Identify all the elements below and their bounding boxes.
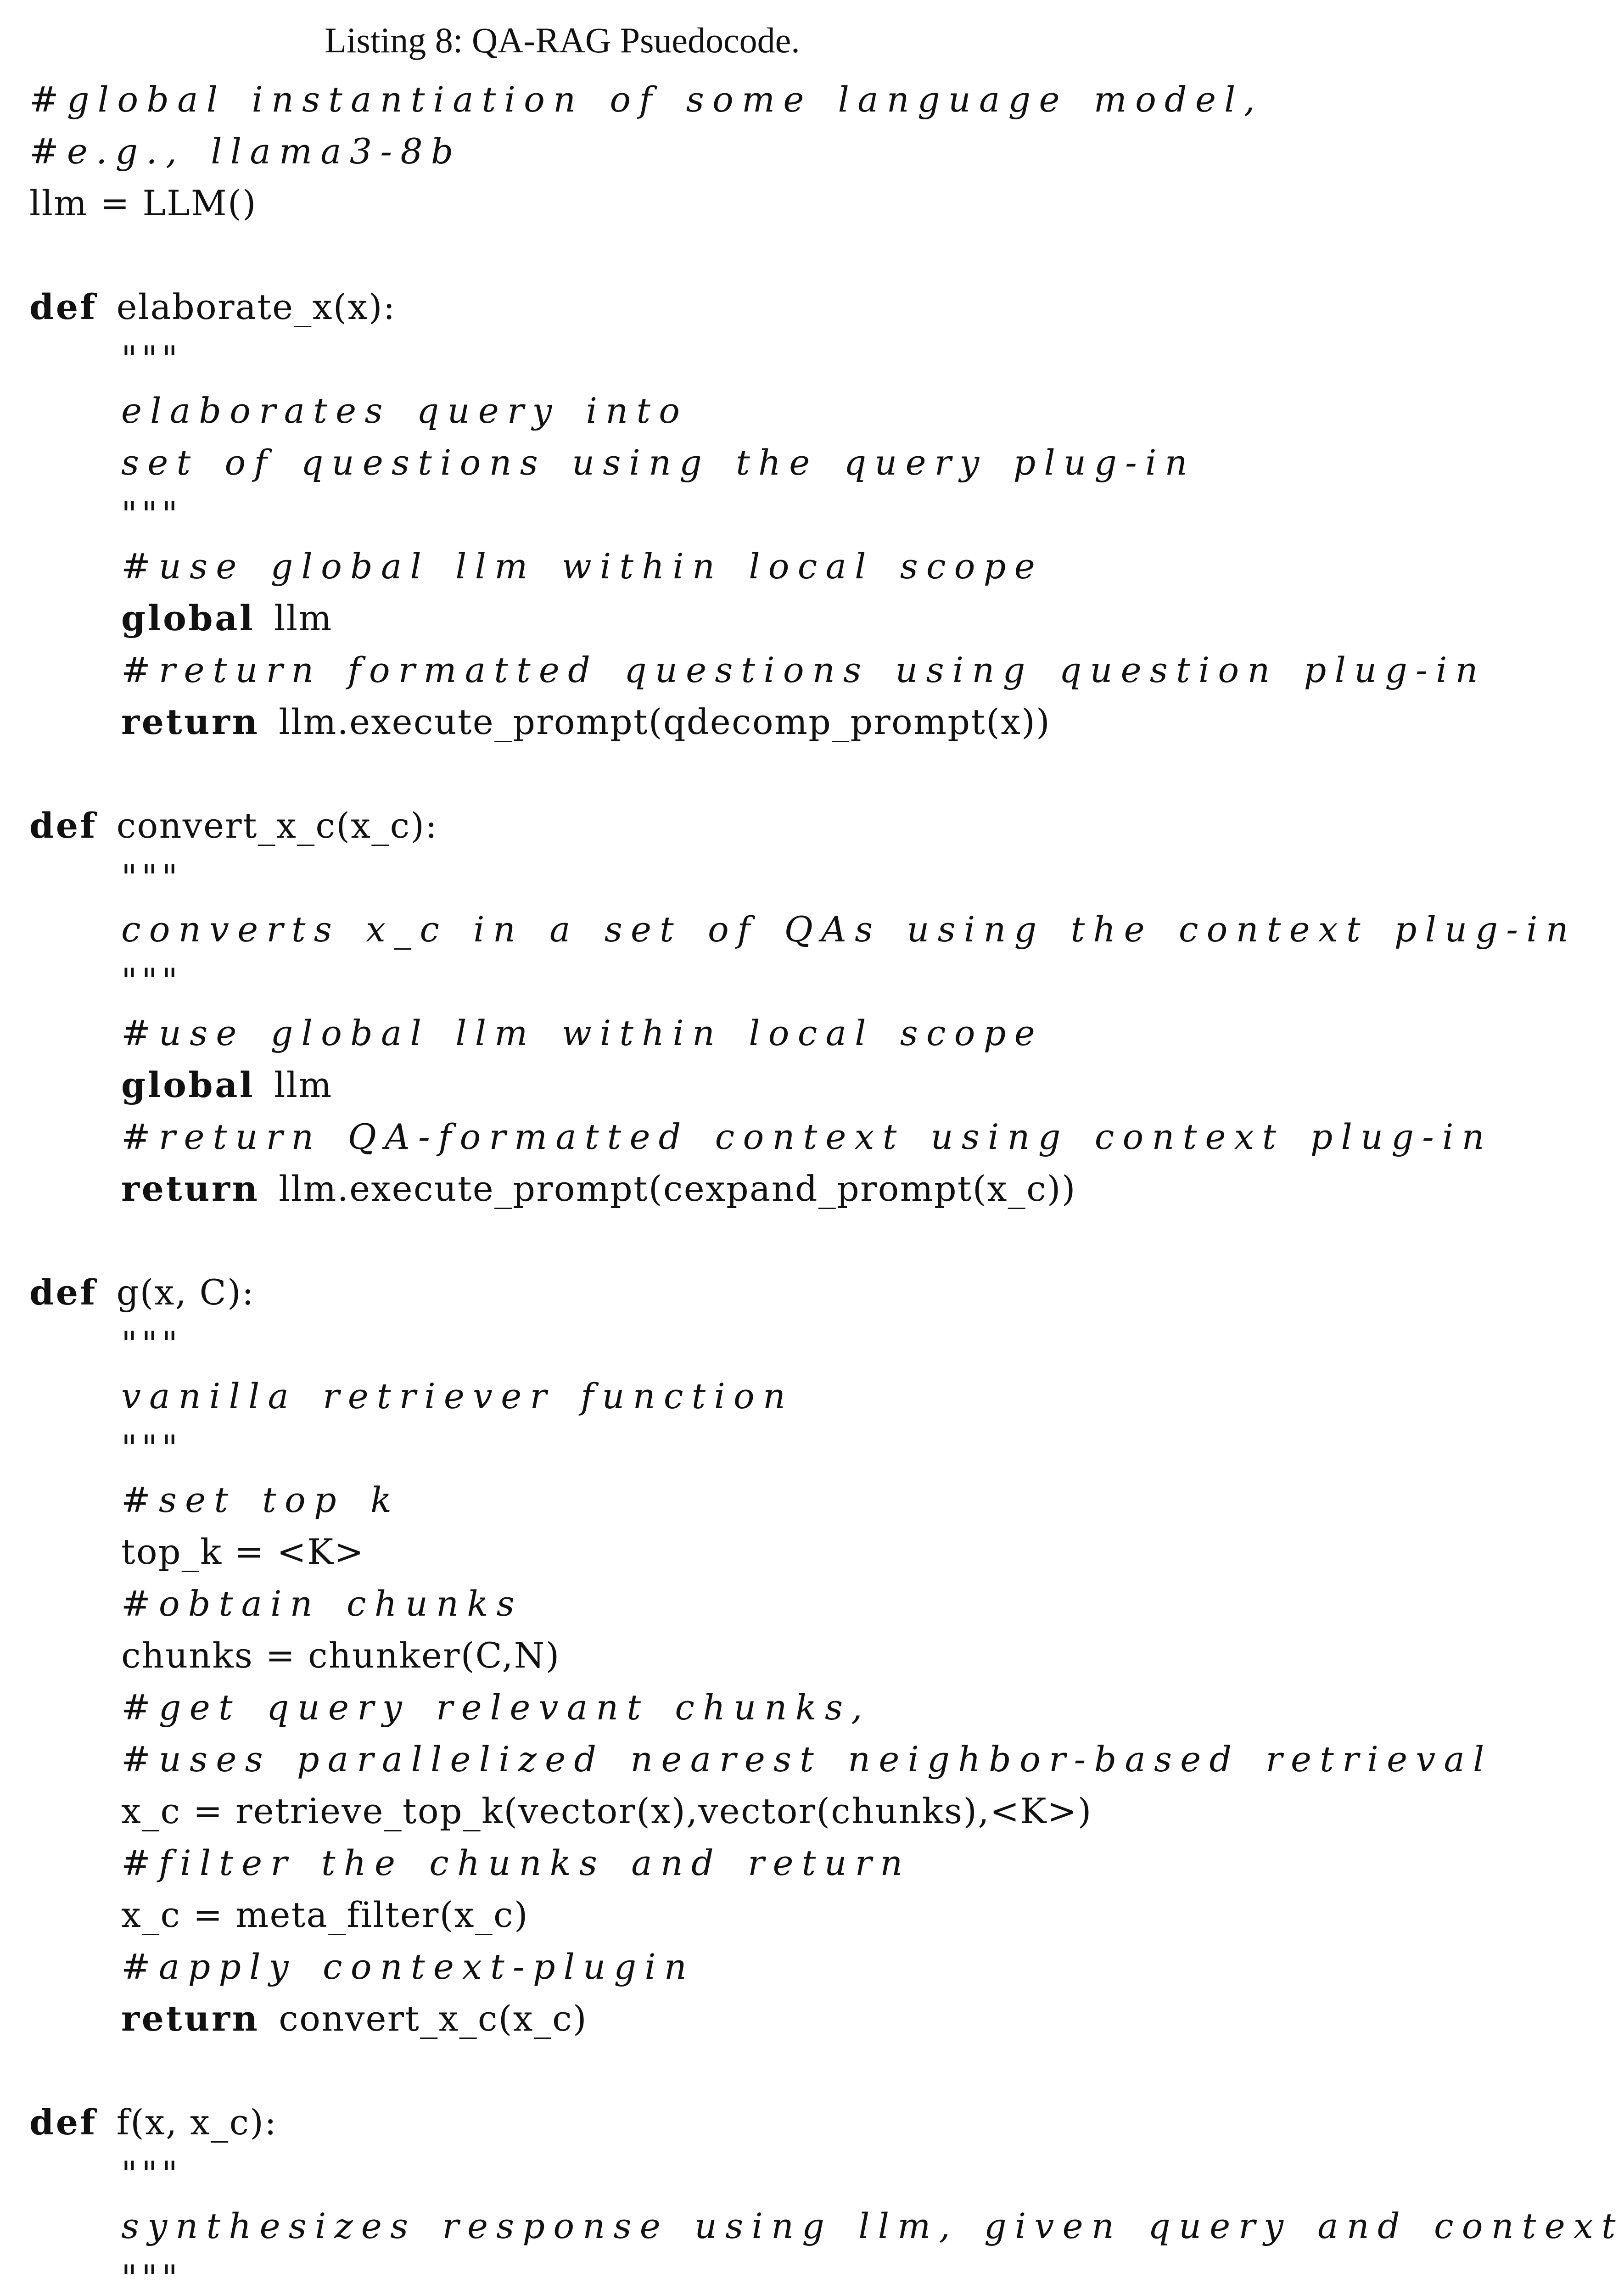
docstring-quote: """ [121, 1324, 182, 1365]
docstring-quote: """ [121, 857, 182, 898]
comment-text: #use global llm within local scope [121, 546, 1043, 587]
code-text: llm [274, 1064, 333, 1105]
docstring-quote: """ [121, 1427, 182, 1468]
code-line [29, 1422, 1383, 1474]
comment-text: #obtain chunks [121, 1583, 523, 1624]
blank-line [29, 748, 1383, 800]
code-text: llm.execute_prompt(qdecomp_prompt(x)) [279, 701, 1051, 742]
code-text: x_c = retrieve_top_k(vector(x),vector(chunks),<K>) [121, 1791, 1092, 1831]
code-text: top_k = <K> [121, 1531, 365, 1572]
code-line [29, 1993, 1383, 2044]
comment-text: #use global llm within local scope [121, 1013, 1043, 1053]
code-text: g(x, C): [116, 1272, 255, 1313]
comment-text: #get query relevant chunks, [121, 1687, 871, 1728]
keyword-global: global [121, 598, 255, 638]
docstring-quote: """ [121, 494, 182, 535]
code-line [29, 281, 1383, 333]
code-line [29, 488, 1383, 540]
code-text: convert_x_c(x_c): [116, 805, 438, 846]
code-line [29, 2200, 1624, 2252]
code-line [29, 1007, 1383, 1059]
comment-text: vanilla retriever function [121, 1376, 794, 1416]
blank-line [29, 1215, 1383, 1266]
comment-text: #filter the chunks and return [121, 1842, 911, 1883]
code-line [29, 1837, 1383, 1889]
code-line [29, 2252, 1383, 2295]
keyword-def: def [29, 286, 97, 327]
code-line [29, 1059, 1383, 1111]
code-line [29, 2096, 1383, 2148]
code-line [29, 73, 1383, 125]
code-line [29, 1318, 1383, 1370]
keyword-def: def [29, 2102, 97, 2143]
code-line [29, 540, 1383, 592]
docstring-quote: """ [121, 2154, 182, 2194]
code-line [29, 1163, 1383, 1215]
code-line [29, 1578, 1383, 1629]
code-line [29, 2148, 1383, 2200]
keyword-return: return [121, 1168, 260, 1209]
comment-text: #return formatted questions using question plug-in [121, 649, 1486, 690]
code-line [29, 1681, 1383, 1733]
code-line [29, 1889, 1383, 1941]
code-line [29, 644, 1486, 696]
code-line [29, 125, 1383, 177]
code-line [29, 800, 1383, 851]
code-text: f(x, x_c): [116, 2102, 278, 2143]
code-line [29, 385, 1383, 437]
code-line [29, 1111, 1493, 1163]
code-text: elaborate_x(x): [116, 286, 396, 327]
comment-text: elaborates query into [121, 390, 689, 431]
comment-text: #set top k [121, 1479, 400, 1520]
code-line [29, 437, 1383, 488]
docstring-quote: """ [121, 2257, 182, 2295]
code-line [29, 1370, 1383, 1422]
comment-text: #return QA-formatted context using context plug-in [121, 1116, 1493, 1157]
code-line [29, 955, 1383, 1007]
docstring-quote: """ [121, 961, 182, 1002]
code-line [29, 1526, 1383, 1578]
keyword-global: global [121, 1064, 255, 1105]
code-text: x_c = meta_filter(x_c) [121, 1894, 529, 1935]
code-line [29, 903, 1577, 955]
listing-caption: Listing 8: QA-RAG Psuedocode. [325, 20, 800, 60]
code-text: chunks = chunker(C,N) [121, 1635, 560, 1676]
code-text: convert_x_c(x_c) [279, 1998, 588, 2039]
code-line [29, 1733, 1493, 1785]
code-line [29, 333, 1383, 385]
keyword-return: return [121, 1998, 260, 2039]
keyword-return: return [121, 701, 260, 742]
blank-line [29, 2044, 1383, 2096]
code-line [29, 1785, 1383, 1837]
code-line [29, 1629, 1383, 1681]
keyword-def: def [29, 1272, 97, 1313]
comment-text: #apply context-plugin [121, 1946, 695, 1987]
blank-line [29, 229, 1383, 281]
comment-text: synthesizes response using llm, given query and context [121, 2205, 1624, 2246]
code-line [29, 1941, 1383, 1993]
code-listing [29, 73, 1624, 2295]
code-line [29, 851, 1383, 903]
comment-text: set of questions using the query plug-in [121, 442, 1196, 483]
code-text: llm = LLM() [29, 183, 257, 224]
keyword-def: def [29, 805, 97, 846]
docstring-quote: """ [121, 338, 182, 379]
comment-text: converts x_c in a set of QAs using the context plug-in [121, 909, 1577, 950]
code-line [29, 177, 1383, 229]
code-text: llm [274, 598, 333, 638]
comment-text: #e.g., llama3-8b [29, 131, 462, 172]
code-text: llm.execute_prompt(cexpand_prompt(x_c)) [279, 1168, 1076, 1209]
code-line [29, 1266, 1383, 1318]
comment-text: #uses parallelized nearest neighbor-based retrieval [121, 1739, 1493, 1780]
code-line [29, 1474, 1383, 1526]
code-line [29, 696, 1383, 748]
comment-text: #global instantiation of some language model, [29, 79, 1264, 120]
code-line [29, 592, 1383, 644]
